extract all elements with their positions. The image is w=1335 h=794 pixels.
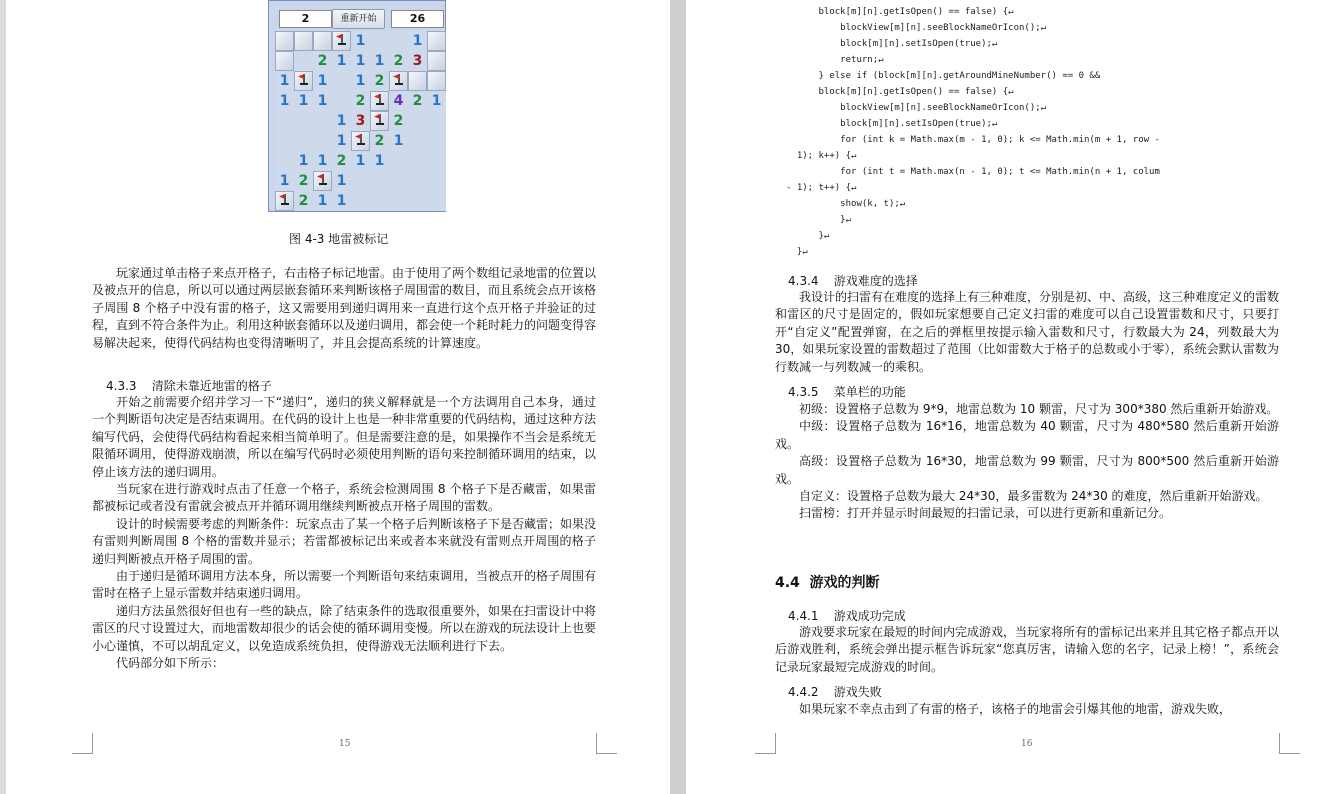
paragraph: 我设计的扫雷有在难度的选择上有三种难度，分别是初、中、高级，这三种难度定义的雷数和雷区的尺寸是固定的，假如玩家想要自己定义扫雷的难度可以自己设置雷数和尺寸，只要打开“自定义”配置弹窗，在之后的弹框里按提示输入雷数和尺寸，行数最大为 24，列数最大为 30，如果玩家设置的雷数超过了范围（比如雷数大于格子的总数或小于零），系统会默认雷数为行数减一与列数减一的乘积。 — [775, 290, 1280, 374]
number-cell: 1 — [313, 191, 332, 211]
empty-cell — [427, 171, 446, 191]
empty-cell — [332, 71, 351, 91]
number-cell: 1 — [294, 91, 313, 111]
code-line: }↵ — [840, 215, 852, 225]
paragraph: 玩家通过单击格子来点开格子，右击格子标记地雷。由于使用了两个数组记录地雷的位置以及被点开的信息，所以可以通过两层嵌套循环来判断该格子周围雷的数目，而且系统会点开该格子周围 8 个格子中没有雷的格子，这又需要用到递归调用来一直进行这个点开格子并验证的过程，直到不符合条件为止。利用这种嵌套循环以及递归调用，都会使一个耗时耗力的问题变得容易解决起来，使得代码结构也变得清晰明了，并且会提高系统的计算速度。 — [92, 266, 597, 350]
number-cell: 1 — [313, 91, 332, 111]
code-line: for (int k = Math.max(m - 1, 0); k <= Math.min(m + 1, row - — [840, 135, 1160, 145]
closed-cell — [427, 51, 446, 71]
paragraph: 当玩家在进行游戏时点击了任意一个格子，系统会检测周围 8 个格子下是否藏雷，如果雷都被标记或者没有雷就会被点开并循环调用继续判断被点开格子周围的雷数。 — [92, 482, 596, 514]
empty-cell — [427, 191, 446, 211]
number-cell: 1 — [389, 131, 408, 151]
empty-cell — [389, 191, 408, 211]
number-cell: 1 — [351, 151, 370, 171]
code-line: - 1); t++) {↵ — [786, 183, 857, 193]
code-line: 1); k++) {↵ — [796, 151, 857, 161]
number-cell: 2 — [408, 91, 427, 111]
number-cell: 4 — [389, 91, 408, 111]
paragraph: 设计的时候需要考虑的判断条件：玩家点击了某一个格子后判断该格子下是否藏雷；如果没有雷则判断周围 8 个格的雷数并显示；若雷都被标记出来或者本来就没有雷则点开周围的格子递归判断被点开格子周围的雷。 — [92, 516, 597, 566]
number-cell: 1 — [332, 191, 351, 211]
empty-cell — [408, 191, 427, 211]
number-cell: 1 — [351, 31, 370, 51]
empty-cell — [332, 91, 351, 111]
number-cell: 1 — [332, 111, 351, 131]
code-line: return;↵ — [840, 55, 884, 65]
margin-corner-mark — [596, 733, 617, 754]
closed-cell — [294, 31, 313, 51]
empty-cell — [408, 111, 427, 131]
page-gap — [670, 0, 686, 794]
code-line: block[m][n].setIsOpen(true);↵ — [840, 39, 998, 49]
number-cell: 2 — [313, 51, 332, 71]
closed-cell — [275, 31, 294, 51]
number-cell: 2 — [332, 151, 351, 171]
number-cell: 1 — [313, 71, 332, 91]
empty-cell — [389, 171, 408, 191]
code-block — [786, 4, 1160, 260]
number-cell: 1 — [275, 171, 294, 191]
empty-cell — [427, 111, 446, 131]
flag-icon — [370, 91, 389, 111]
margin-corner-mark — [755, 733, 776, 754]
page-number: 15 — [339, 739, 351, 749]
empty-cell — [351, 171, 370, 191]
menu-function-list — [775, 401, 1279, 523]
empty-cell — [275, 151, 294, 171]
margin-corner-mark — [1279, 733, 1300, 754]
number-cell: 1 — [408, 31, 427, 51]
number-cell: 1 — [370, 51, 389, 71]
number-cell: 2 — [370, 131, 389, 151]
body-text-block-1 — [92, 265, 596, 352]
empty-cell — [408, 151, 427, 171]
number-cell: 2 — [294, 191, 313, 211]
body-text-block-4 — [775, 624, 1279, 676]
paragraph: 由于递归是循环调用方法本身，所以需要一个判断语句来结束调用，当被点开的格子周围有雷时在格子上显示雷数并结束递归调用。 — [92, 569, 597, 601]
empty-cell — [294, 111, 313, 131]
code-line: blockView[m][n].seeBlockNameOrIcon();↵ — [840, 23, 1047, 33]
paragraph: 游戏要求玩家在最短的时间内完成游戏，当玩家将所有的雷标记出来并且其它格子都点开以后游戏胜利，系统会弹出提示框告诉玩家“您真厉害，请输入您的名字，记录上榜！”，系统会记录玩家最短完成游戏的时间。 — [775, 625, 1280, 674]
flag-icon — [351, 131, 370, 151]
code-line: blockView[m][n].seeBlockNameOrIcon();↵ — [840, 103, 1047, 113]
document-page-16 — [686, 0, 1335, 794]
closed-cell — [275, 51, 294, 71]
empty-cell — [389, 151, 408, 171]
flag-icon — [332, 31, 351, 51]
code-line: block[m][n].getIsOpen() == false) {↵ — [818, 7, 1014, 17]
number-cell: 3 — [351, 111, 370, 131]
section-heading-4-4-2: 4.4.2 游戏失败 — [788, 685, 882, 699]
empty-cell — [370, 171, 389, 191]
empty-cell — [370, 191, 389, 211]
number-cell: 2 — [389, 111, 408, 131]
paragraph: 递归方法虽然很好但也有一些的缺点，除了结束条件的选取很重要外，如果在扫雷设计中将雷区的尺寸设置过大，而地雷数却很少的话会使的循环调用变慢。所以在游戏的玩法设计上也要小心谨慎，不可以胡乱定义，以免造成系统负担，使得游戏无法顺利进行下去。 — [92, 603, 597, 653]
code-line: block[m][n].setIsOpen(true);↵ — [840, 119, 998, 129]
flag-icon — [389, 71, 408, 91]
empty-cell — [408, 171, 427, 191]
code-line: }↵ — [796, 247, 808, 257]
code-line: block[m][n].getIsOpen() == false) {↵ — [818, 87, 1014, 97]
margin-corner-mark — [72, 733, 93, 754]
menu-item-description: 扫雷榜：打开并显示时间最短的扫雷记录，可以进行更新和重新记分。 — [799, 506, 1172, 521]
number-cell: 1 — [351, 51, 370, 71]
number-cell: 1 — [332, 51, 351, 71]
empty-cell — [313, 131, 332, 151]
empty-cell — [313, 111, 332, 131]
empty-cell — [408, 131, 427, 151]
flag-icon — [294, 71, 313, 91]
section-heading-4-3-4: 4.3.4 游戏难度的选择 — [788, 274, 918, 288]
flag-icon — [313, 171, 332, 191]
number-cell: 3 — [408, 51, 427, 71]
number-cell: 1 — [313, 151, 332, 171]
number-cell: 1 — [370, 151, 389, 171]
menu-item-description: 高级：设置格子总数为 16*30，地雷总数为 99 颗雷，尺寸为 800*500 然后重新开始游戏。 — [775, 454, 1279, 486]
body-text-block-3 — [775, 289, 1279, 376]
restart-button: 重新开始 — [332, 9, 385, 29]
number-cell: 1 — [332, 171, 351, 191]
body-text-block-5 — [775, 701, 1279, 718]
paragraph: 如果玩家不幸点击到了有雷的格子，该格子的地雷会引爆其他的地雷，游戏失败， — [799, 702, 1232, 716]
number-cell: 1 — [294, 151, 313, 171]
flag-icon — [370, 111, 389, 131]
empty-cell — [275, 111, 294, 131]
empty-cell — [294, 51, 313, 71]
number-cell: 2 — [389, 51, 408, 71]
number-cell: 2 — [351, 91, 370, 111]
code-line: show(k, t);↵ — [840, 199, 906, 209]
minesweeper-figure — [268, 0, 446, 212]
empty-cell — [389, 31, 408, 51]
closed-cell — [427, 71, 446, 91]
empty-cell — [275, 131, 294, 151]
document-page-15 — [6, 0, 670, 794]
number-cell: 1 — [427, 91, 446, 111]
empty-cell — [351, 191, 370, 211]
code-line: }↵ — [818, 231, 830, 241]
number-cell: 2 — [294, 171, 313, 191]
paragraph: 代码部分如下所示： — [116, 656, 225, 671]
timer-display: 26 — [391, 10, 444, 28]
empty-cell — [370, 31, 389, 51]
flag-icon — [275, 191, 294, 211]
figure-caption: 图 4-3 地雷被标记 — [289, 232, 389, 246]
code-line: for (int t = Math.max(n - 1, 0); t <= Math.min(n + 1, colum — [840, 167, 1160, 177]
section-heading-4-4-1: 4.4.1 游戏成功完成 — [788, 609, 906, 623]
closed-cell — [313, 31, 332, 51]
section-heading-4-4: 4.4 游戏的判断 — [775, 575, 880, 591]
empty-cell — [427, 131, 446, 151]
body-text-block-2 — [92, 394, 596, 673]
section-heading-4-3-5: 4.3.5 菜单栏的功能 — [788, 385, 906, 399]
number-cell: 2 — [370, 71, 389, 91]
number-cell: 1 — [275, 91, 294, 111]
number-cell: 1 — [332, 131, 351, 151]
code-line: } else if (block[m][n].getAroundMineNumber() == 0 && — [818, 71, 1101, 81]
menu-item-description: 初级：设置格子总数为 9*9，地雷总数为 10 颗雷，尺寸为 300*380 然后重新开始游戏。 — [799, 402, 1279, 416]
closed-cell — [427, 31, 446, 51]
empty-cell — [427, 151, 446, 171]
mine-counter: 2 — [279, 10, 332, 28]
closed-cell — [408, 71, 427, 91]
menu-item-description: 自定义：设置格子总数为最大 24*30，最多雷数为 24*30 的难度，然后重新开始游戏。 — [799, 489, 1268, 504]
number-cell: 1 — [351, 71, 370, 91]
empty-cell — [294, 131, 313, 151]
paragraph: 开始之前需要介绍并学习一下“递归”，递归的狭义解释就是一个方法调用自己本身，通过一个判断语句决定是否结束调用。在代码的设计上也是一种非常重要的代码结构，通过这种方法编写代码，会使得代码结构看起来相当简单明了。但是需要注意的是，如果操作不当会是系统无限循环调用，使得游戏崩溃，所以在编写代码时必须使用判断的语句来控制循环调用的结束，以停止该方法的递归调用。 — [92, 395, 597, 479]
number-cell: 1 — [275, 71, 294, 91]
menu-item-description: 中级：设置格子总数为 16*16，地雷总数为 40 颗雷，尺寸为 480*580 然后重新开始游戏。 — [775, 419, 1279, 451]
page-number: 16 — [1021, 739, 1033, 749]
section-heading-4-3-3: 4.3.3 清除未靠近地雷的格子 — [106, 379, 272, 393]
